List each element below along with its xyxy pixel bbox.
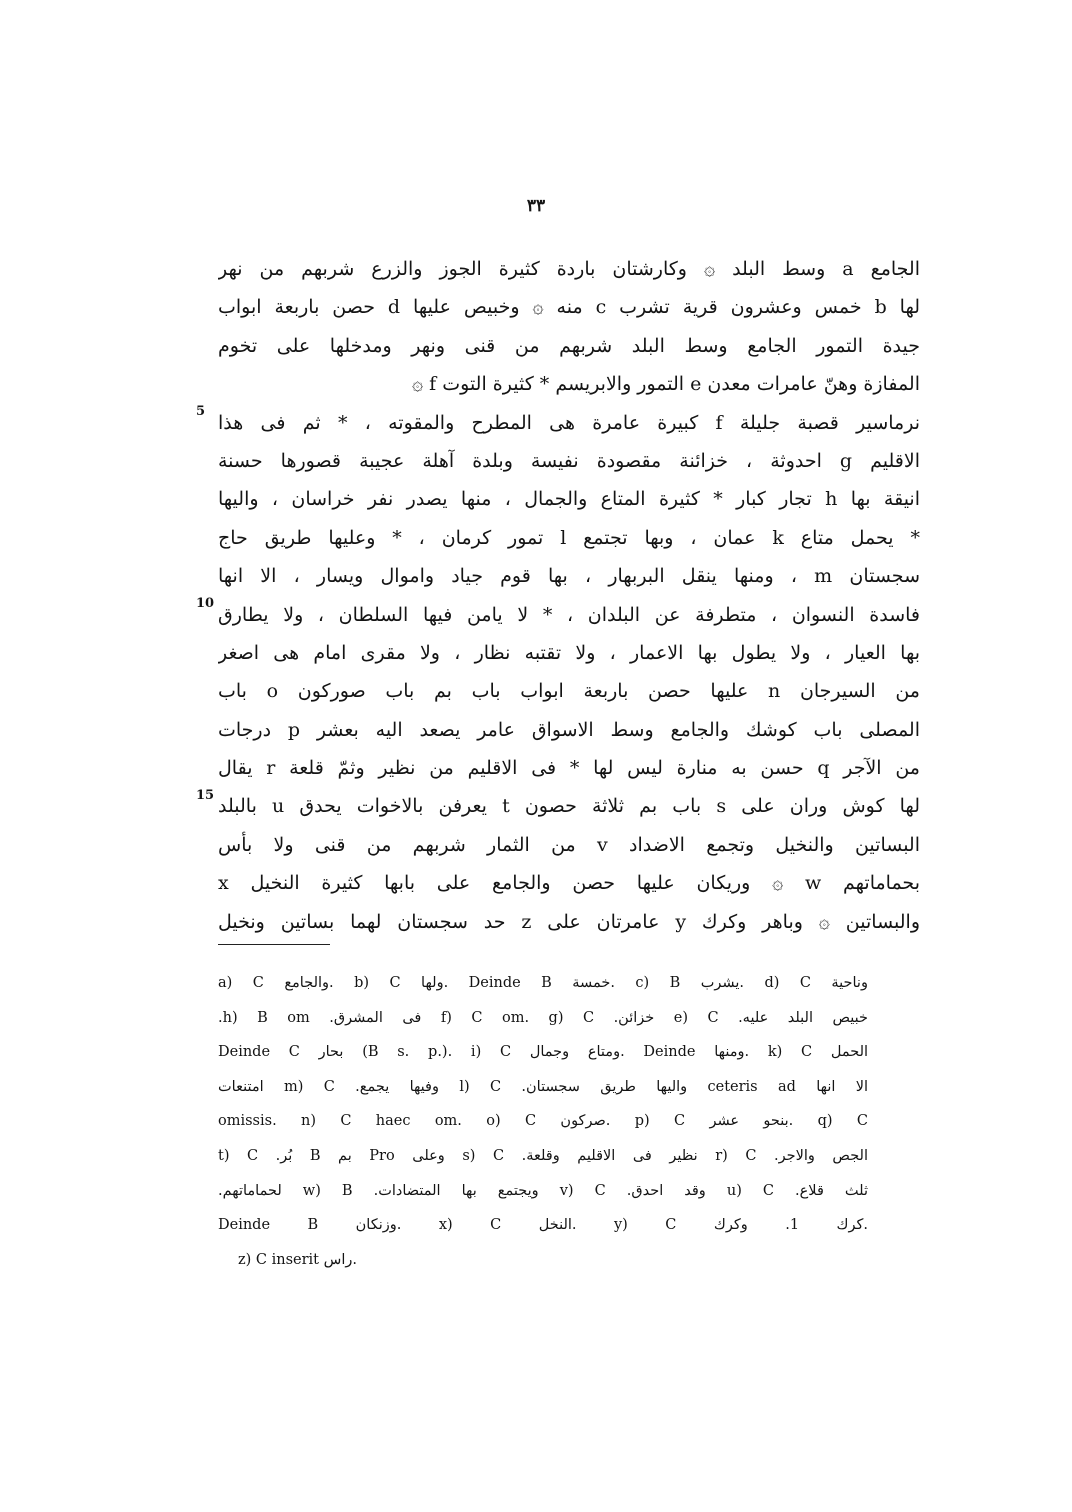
main-text-block (218, 250, 920, 941)
footnote-divider (218, 944, 330, 945)
text-line: المفازة وهنّ عامرات معدن e التمور والابريسم * كثيرة التوت f ۞ (411, 373, 920, 396)
footnote-line: خبيص البلد عليه. e) C خزائن. f) C om. g) C فى المشرق. h) B om. (218, 1009, 868, 1026)
footnote-line: Deinde C بحار (B s. p.). i) C ومتاع وجمال. Deinde ومنها. k) C الحمل (218, 1044, 868, 1061)
text-line: * يحمل متاع k عمان ، وبها تجتمع l تمور كرمان ، * وعليها طريق حاج (218, 526, 920, 549)
text-line: جيدة التمور الجامع وسط البلد شربهم من قنى ونهر ومدخلها على تخوم (218, 334, 920, 357)
text-line: من الآجر q حسن به منارة ليس لها * فى الاقليم من نظير وثمّ قلعة r يقال (218, 757, 920, 780)
line-number-10: 10 (196, 596, 215, 611)
footnote-line: الا انها ceteris ad واليها طريق سجستان. l) C وفيها يجمع. m) C امتنعات (218, 1078, 868, 1095)
text-line: من السيرجان n عليها حصن باربعة ابواب باب بم باب صوركون o باب (218, 680, 920, 703)
text-line: والبساتين ۞ وباهر وكرك y عامرتان على z حد سجستان لهما بساتين ونخيل (218, 910, 920, 933)
footnote-line: z) C inserit راس. (238, 1251, 357, 1268)
text-line: لها b خمس وعشرون قرية تشرب c منه ۞ وخبيص عليها d حصن باربعة ابواب (218, 296, 920, 319)
text-line: نرماسير قصبة جليلة f كبيرة عامرة هى المطرح والمقوته ، * ثم فى هذا (218, 411, 920, 434)
footnote-line: omissis. n) C haec om. o) C صركون. p) C بنحو عشر. q) C (218, 1113, 868, 1130)
text-line: البساتين والنخيل وتجمع الاضداد v من الثمار شربهم من قنى ولا بأس (218, 833, 920, 856)
text-line: بحماماتهم w ۞ وريكان عليها حصن والجامع على بابها كثيرة النخيل x (218, 872, 920, 895)
text-line: المصلى باب كوشك والجامع وسط الاسواق عامر يصعد اليه بعشر p درجات (218, 718, 920, 741)
page-number: ٣٣ (526, 196, 546, 216)
footnotes-block (218, 966, 868, 1277)
line-number-15: 15 (196, 788, 215, 803)
text-line: انيقة بها h تجار كبار * كثيرة المتاع والجمال ، منها يصدر نفر خراسان ، واليها (218, 488, 920, 511)
footnote-line: ثلث قلاع. u) C وقد احدق. v) C ويجتمع بها المتضادات. w) B لحماماتهم. (218, 1182, 868, 1199)
text-line: الجامع a وسط البلد ۞ وكارشتان باردة كثيرة الجوز والزرع شربهم من نهر (218, 258, 920, 280)
text-line: فاسدة النسوان ، متطرفة عن البلدان ، * لا يامن فيها السلطان ، ولا يطارق (218, 603, 920, 626)
footnote-line: الجص والاجر. r) C نظير فى الاقليم وقلعة. s) C وعلى Pro بم B بُر. t) C (218, 1147, 868, 1164)
text-line: بها العيار ، ولا يطول بها الاعمار ، ولا تقتبه نظار ، ولا مقرى امام هى اصغر (218, 641, 920, 664)
text-line: سجستان m ، ومنها ينقل البربهار ، بها قوم جياد واموال ويسار ، الا انها (218, 565, 920, 588)
text-line: الاقليم g احدوثة ، خزائنة مقصودة نفيسة وبلدة آهلة عجيبة قصورها حسنة (218, 449, 920, 472)
footnote-line: a) C والجامع. b) C ولها. Deinde B خمسة. c) B يشرب. d) C وناحية (218, 975, 868, 991)
text-line: لها كوش وران على s باب بم ثلاثة حصون t يعرفن بالاخوات يحدق u بالبلد (218, 795, 920, 818)
line-number-5: 5 (196, 404, 206, 419)
footnote-line: Deinde B وزنكان. x) C النخل. y) C كرك 1. وكرك. (218, 1217, 868, 1234)
